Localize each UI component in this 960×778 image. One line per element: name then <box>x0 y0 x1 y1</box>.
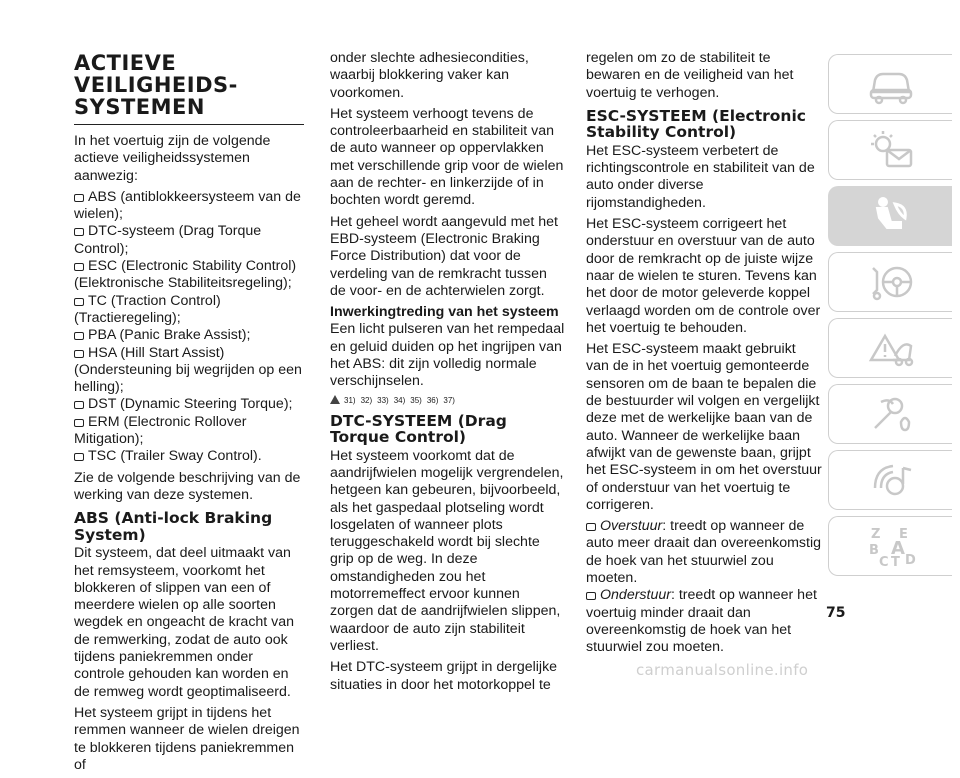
tab-index[interactable] <box>828 516 952 576</box>
list-item: HSA (Hill Start Assist) (Ondersteuning bij wegrijden op een helling); <box>74 344 302 396</box>
bullet-icon <box>74 453 84 461</box>
bullet-icon <box>586 523 596 531</box>
activation-paragraph: Een licht pulseren van het rempedaal en geluid duiden op het ingrijpen van het ABS: dit zijn volledig normale verschijnselen. <box>330 321 565 390</box>
bullet-icon <box>74 419 84 427</box>
dtc-paragraph-3: regelen om zo de stabiliteit te bewaren en de veiligheid van het voertuig te verhogen. <box>586 50 794 101</box>
bullet-icon <box>74 350 84 358</box>
bullet-icon <box>74 194 84 202</box>
index-letter: Z <box>870 527 880 542</box>
list-item: PBA (Panic Brake Assist); <box>74 327 304 344</box>
esc-paragraph-1: Het ESC-systeem verbetert de richtingscontrole en stabiliteit van de auto onder diverse rijomstandigheden. <box>586 142 815 211</box>
warning-triangle-icon <box>330 395 340 404</box>
esc-heading: ESC-SYSTEEM (Electronic Stability Control) <box>586 106 806 142</box>
driving-icon <box>865 260 917 304</box>
list-item: ESC (Electronic Stability Control) (Elektronische Stabiliteitsregeling); <box>74 258 297 292</box>
esc-paragraph-2: Het ESC-systeem corrigeert het onderstuur en overstuur van de auto door de remkracht op de juiste wijze naar de wielen te sturen. Tevens kan het door de motor geleverde koppel verlaagd worden om de controle over het voertuig te behouden. <box>586 216 821 336</box>
abs-paragraph-1: Dit systeem, dat deel uitmaakt van het remsysteem, voorkomt het blokkeren of slippen van een of meerdere wielen op alle soorten wegdek en ongeacht de kracht van de remwerking, zodat de auto ook tijdens paniekremmen onder controle gehouden kan worden en de remweg wordt geoptimaliseerd. <box>74 545 295 700</box>
activation-subheading: Inwerkingtreding van het systeem <box>330 304 559 321</box>
tab-emergency[interactable] <box>828 318 952 378</box>
esc-paragraph-3: Het ESC-systeem maakt gebruikt van de in het voertuig gemonteerde sensoren om de baan te bepalen die de bestuurder wil volgen en vergelijkt deze met de werkelijke baan van de auto. Wanneer de werkelijke baan afwijkt van de gewenste baan, grijpt het ESC-systeem in om het overstuur of onderstuur van het voertuig te corrigeren. <box>586 341 822 513</box>
systems-list <box>74 189 304 466</box>
warning-lights-icon <box>865 128 917 172</box>
list-item: ABS (antiblokkeersysteem van de wielen); <box>74 188 301 223</box>
reference-link[interactable]: 37) <box>443 395 455 405</box>
tab-multimedia[interactable] <box>828 450 952 510</box>
reference-link[interactable]: 33) <box>377 395 389 405</box>
list-item: Overstuur: treedt op wanneer de auto meer draait dan overeenkomstig de hoek van het stuurwiel zou moeten. <box>586 518 822 587</box>
bullet-icon <box>74 263 84 271</box>
dtc-paragraph-2: Het DTC-systeem grijpt in dergelijke situaties in door het motorkoppel te <box>330 659 558 693</box>
dtc-heading: DTC-SYSTEEM (Drag Torque Control) <box>330 411 507 447</box>
list-item: ERM (Electronic Rollover Mitigation); <box>74 413 247 448</box>
list-item: Onderstuur: treedt op wanneer het voertuig minder draait dan overeenkomstig de hoek van het stuurwiel zou moeten. <box>586 587 817 656</box>
watermark[interactable]: carmanualsonline.info <box>636 661 809 679</box>
reference-link[interactable]: 31) <box>344 395 356 405</box>
index-letter: T <box>890 555 900 568</box>
tab-maintenance[interactable] <box>828 384 952 444</box>
column-2 <box>330 50 566 698</box>
title-rule <box>74 124 304 125</box>
bullet-icon <box>586 592 596 600</box>
reference-link[interactable]: 35) <box>410 395 422 405</box>
list-item: TSC (Trailer Sway Control). <box>74 448 304 465</box>
ebd-paragraph: Het geheel wordt aangevuld met het EBD-systeem (Electronic Braking Force Distribution) dat voor de verdeling van de remkracht tussen de voor- en de achterwielen zorgt. <box>330 213 558 299</box>
column-3 <box>586 50 822 657</box>
bullet-icon <box>74 401 84 409</box>
after-list-text: Zie de volgende beschrijving van de werking van deze systemen. <box>74 469 301 503</box>
abs-paragraph-2: Het systeem grijpt in tijdens het remmen wanneer de wielen dreigen te blokkeren tijdens paniekremmen of <box>74 704 300 773</box>
index-letter: D <box>904 553 916 568</box>
index-letter: B <box>868 543 879 558</box>
bullet-icon <box>74 298 84 306</box>
intro-text: In het voertuig zijn de volgende actieve veiligheidssystemen aanwezig: <box>74 133 271 184</box>
index-letter: A <box>890 538 905 559</box>
tab-car[interactable] <box>828 54 952 114</box>
tab-starting-driving[interactable] <box>828 252 952 312</box>
warning-references <box>330 395 566 407</box>
safety-icon <box>865 194 917 238</box>
list-item: DTC-systeem (Drag Torque Control); <box>74 223 262 257</box>
reference-link[interactable]: 36) <box>426 395 439 405</box>
bullet-icon <box>74 228 84 236</box>
reference-link[interactable]: 32) <box>360 395 373 405</box>
multimedia-icon <box>865 458 917 502</box>
tab-warning-lights[interactable] <box>828 120 952 180</box>
list-item: DST (Dynamic Steering Torque); <box>74 396 304 413</box>
abs-paragraph-4: Het systeem verhoogt tevens de controleerbaarheid en stabiliteit van de auto wanneer op oppervlakken met verschillende grip voor de wielen aan de rechter- en linkerzijde of in bochten wordt geremd. <box>330 105 564 209</box>
index-letter: C <box>878 555 889 568</box>
car-icon <box>865 62 917 106</box>
maintenance-icon <box>865 392 917 436</box>
index-letter: E <box>898 527 908 542</box>
abs-heading: ABS (Anti-lock Braking System) <box>74 509 273 544</box>
index-icon <box>865 524 917 568</box>
reference-link[interactable]: 34) <box>393 395 406 405</box>
list-item: TC (Traction Control) (Tractieregeling); <box>74 292 221 326</box>
abs-paragraph-3: onder slechte adhesiecondities, waarbij blokkering vaker kan voorkomen. <box>330 50 529 101</box>
emergency-icon <box>865 326 917 370</box>
column-1 <box>74 52 304 778</box>
page-number: 75 <box>826 605 846 621</box>
chapter-tabs <box>828 54 952 582</box>
chapter-title: ACTIEVE VEILIGHEIDS- SYSTEMEN <box>74 51 238 119</box>
tab-safety[interactable] <box>828 186 952 246</box>
dtc-paragraph-1: Het systeem voorkomt dat de aandrijfwielen mogelijk vergrendelen, hetgeen kan gebeuren, bijvoorbeeld, als het gaspedaal plotseling wordt losgelaten of wanneer plots teruggeschakeld wordt bij slechte grip op de weg. In deze omstandigheden zou het motorremeffect ervoor kunnen zorgen dat de aandrijfwielen slippen, waardoor de auto zijn stabiliteit verliest. <box>330 447 564 654</box>
bullet-icon <box>74 332 84 340</box>
